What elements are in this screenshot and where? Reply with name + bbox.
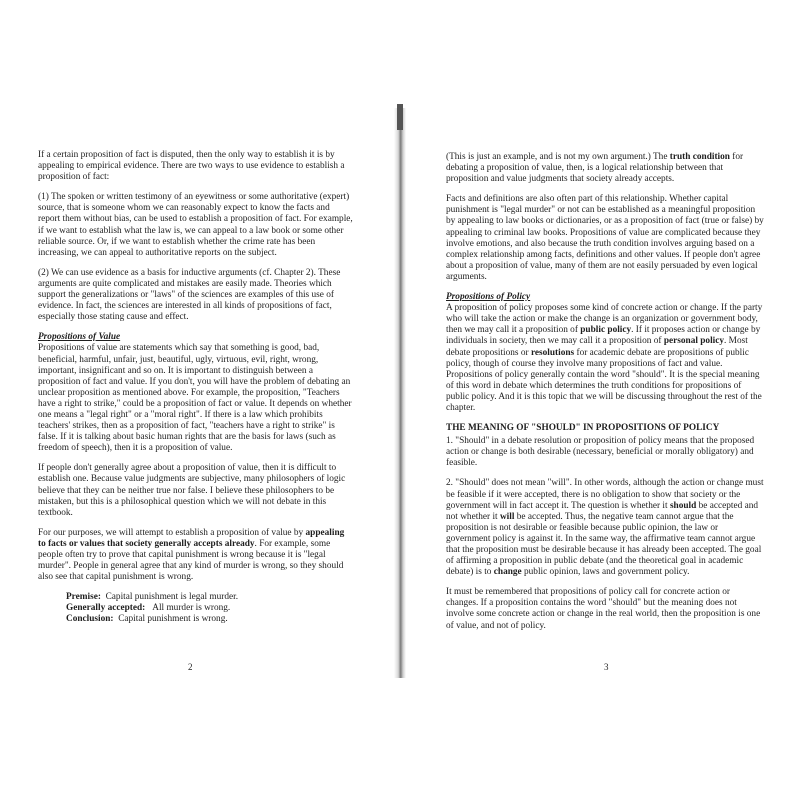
truth-condition-bold: truth condition — [669, 152, 730, 162]
left-page — [38, 150, 354, 626]
book-gutter — [394, 108, 406, 678]
accepted-label: Generally accepted: — [66, 603, 146, 614]
purpose-text-b: . For example, some people often try to prove that capital punishment is wrong because it is "legal murder". People in general agree that any kind of murder is wrong, so they should also see that capital punishment is wrong. — [38, 538, 344, 583]
should-one-paragraph: 1. "Should" in a debate resolution or proposition of policy means that the proposed action or change is both desirable (necessary, beneficial or morally obligatory) and feasible. — [446, 436, 755, 469]
should-two-paragraph — [446, 478, 764, 578]
point-two-paragraph: (2) We can use evidence as a basis for inductive arguments (cf. Chapter 2). These arguments are quite complicated and mistakes are easily made. Theories which support the generalizations or "laws" of the sciences are examples of this use of evidence. In fact, the sciences are interested in all kinds of propositions of fact, especially those stating cause and effect. — [38, 267, 341, 323]
premise-label: Premise: — [66, 592, 101, 603]
left-page-number: 2 — [188, 662, 193, 672]
right-page-number: 3 — [604, 662, 609, 672]
should-two-text-c: be accepted. Thus, the negative team cannot argue that the proposition is not desirable or feasible because public opinion, the law or government policy is against it. In the same way, the affirmative team cannot argue that the proposition must be desirable because it has already been accepted. The goal of affirming a proposition in public debate (and the theoretical goal in academic debate) is to — [446, 511, 762, 578]
should-two-text-d: public opinion, laws and government policy. — [521, 567, 690, 578]
intro-paragraph: If a certain proposition of fact is disputed, then the only way to establish it is by appealing to empirical evidence. There are two ways to use evidence to establish a proposition of fact: — [38, 150, 345, 183]
should-heading: THE MEANING OF "SHOULD" IN PROPOSITIONS OF POLICY — [446, 423, 720, 434]
gutter-shadow — [397, 104, 403, 130]
accepted-row — [66, 603, 354, 614]
resolutions-bold: resolutions — [530, 347, 575, 358]
facts-paragraph: Facts and definitions are also often part of this relationship. Whether capital punishment is "legal murder" or not can be established as a meaningful proposition by appealing to law books or dictionaries, or as a proposition of fact (true or false) by appealing to criminal law books. Propositions of value are complicated because they involve emotions, and also because the truth condition involves arguing based on a complex relationship among facts, definitions and other values. If people don't agree about a proposition of value, many of them are not easily persuaded by even logical arguments. — [446, 194, 764, 282]
purpose-bold: appealing to facts or values that society generally accepts already — [38, 527, 345, 549]
premise-text: Capital punishment is legal murder. — [105, 592, 239, 603]
policy-text-c: . Most debate propositions or — [446, 336, 748, 358]
value-heading: Propositions of Value — [38, 332, 121, 343]
will-bold: will — [499, 511, 515, 522]
agree-paragraph: If people don't generally agree about a proposition of value, then it is difficult to establish one. Because value judgments are subjective, many philosophers of logic believe that they can be neither true nor false. I believe these philosophers to be mistaken, but this is a philosophical question which we will not debate in this textbook. — [38, 463, 346, 518]
should-bold: should — [669, 500, 697, 511]
policy-text-d: for academic debate are propositions of public policy, though of course they involve many propositions of fact and value. Propositions of policy generally contain the word "should". It is the special meaning of this word in debate which determines the truth conditions for propositions of public policy. And it is this topic that we will be discussing throughout the rest of the chapter. — [446, 347, 762, 413]
policy-text-a: A proposition of policy proposes some kind of concrete action or change. If the party who will take the action or make the change is an organization or government body, then we may call it a proposition of — [446, 303, 763, 336]
value-paragraph: Propositions of value are statements which say that something is good, bad, beneficial, harmful, unfair, just, beautiful, ugly, virtuous, evil, right, wrong, important, insignificant and so on. It is important to distinguish between a proposition of fact and value. If you don't, you will have the problem of debating an unclear proposition as mentioned above. For example, the proposition, "Teachers have a right to strike," could be a proposition of fact or value. It depends on whether one means a "legal right" or a "moral right". If there is a law which prohibits teachers' strikes, then as a proposition of fact, "teachers have a right to strike" is false. If it is talking about basic human rights that are the basis for laws (such as freedom of speech), then it is a proposition of value. — [38, 343, 352, 454]
policy-paragraph — [446, 303, 764, 414]
purpose-paragraph — [38, 528, 354, 583]
policy-heading: Propositions of Policy — [446, 292, 531, 303]
example-paragraph — [446, 152, 764, 185]
conclusion-row — [66, 614, 354, 625]
conclusion-label: Conclusion: — [66, 614, 114, 625]
conclusion-text: Capital punishment is wrong. — [118, 614, 228, 625]
purpose-text-a: For our purposes, we will attempt to establish a proposition of value by — [38, 527, 306, 538]
point-one-paragraph: (1) The spoken or written testimony of an eyewitness or some authoritative (expert) source, that is someone whom we can reasonably expect to know the facts and report them without bias, can be used to establish a proposition of fact. For example, if we want to establish what the law is, we can appeal to a law book or some other reliable source. Or, if we want to establish whether the crime rate has been increasing, we can appeal to authoritative reports on the subject. — [38, 192, 353, 258]
right-page — [446, 152, 764, 641]
syllogism — [66, 592, 354, 625]
policy-text-b: . If it proposes action or change by individuals in society, then we may call it a proposition of — [446, 325, 761, 347]
example-text-b: for debating a proposition of value, then, is a logical relationship between that proposition and value judgments that society already accepts. — [446, 152, 744, 185]
change-bold: change — [493, 567, 522, 578]
remember-paragraph: It must be remembered that propositions of policy call for concrete action or changes. If a proposition contains the word "should" but the meaning does not involve some concrete action or change in the real world, then the proposition is one of value, and not of policy. — [446, 587, 761, 631]
personal-policy-bold: personal policy — [663, 336, 725, 347]
should-two-text-a: 2. "Should" does not mean "will". In other words, although the action or change must be feasible if it were accepted, there is no obligation to show that society or the government will in fact accept it. The question is whether it — [446, 478, 764, 511]
should-two-text-b: be accepted and not whether it — [446, 500, 758, 522]
accepted-text: All murder is wrong. — [152, 603, 231, 614]
example-text-a: (This is just an example, and is not my own argument.) The — [446, 152, 670, 162]
public-policy-bold: public policy — [580, 325, 632, 336]
premise-row — [66, 592, 354, 603]
